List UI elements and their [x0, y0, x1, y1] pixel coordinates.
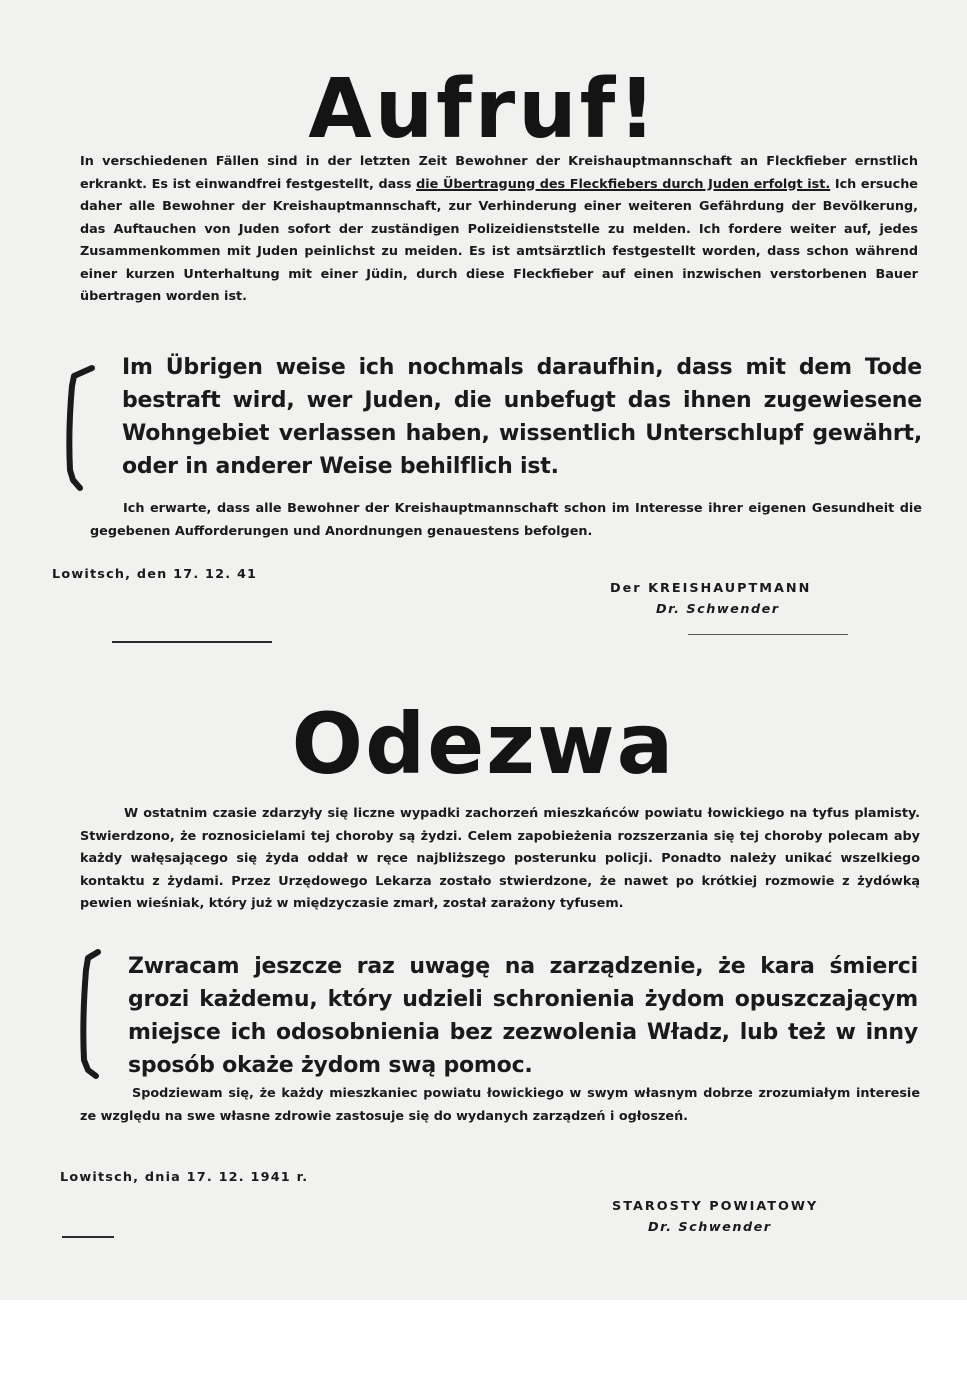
- german-underlined-statement: die Übertragung des Fleckfiebers durch Juden erfolgt ist.: [416, 176, 831, 192]
- german-place-date: Lowitsch, den 17. 12. 41: [52, 567, 258, 582]
- polish-signature: Dr. Schwender: [648, 1220, 772, 1235]
- german-paragraph-1-part-1: In verschiedenen Fällen sind in der letzten Zeit Bewohner der Kreishauptmannschaft an Fleckfieber ernstlich erkrankt. Es ist einwandfrei festgestellt, dass: [80, 154, 918, 192]
- polish-office: STAROSTY POWIATOWY: [612, 1199, 819, 1214]
- polish-paragraph-2: Zwracam jeszcze raz uwagę na zarządzenie, że kara śmierci grozi każdemu, który udzieli schronienia żydom opuszczającym miejsce ich odosobnienia bez zezwolenia Władz, lub też w inny sposób okaże żydom swą pomoc.: [128, 954, 918, 1078]
- polish-title: Odezwa: [291, 695, 676, 793]
- german-title: Aufruf!: [308, 62, 659, 157]
- german-paragraph-1-part-2: Ich ersuche daher alle Bewohner der Kreishauptmannschaft, zur Verhinderung einer weiteren Gefährdung der Bevölkerung, das Auftauchen von Juden sofort der zuständigen Polizeidienststelle zu melden. Ich fordere weiter auf, jedes Zusammenkommen mit Juden peinlichst zu meiden. Es ist amtsärztlich festgestellt worden, dass schon während einer kurzen Unterhaltung mit einer Jüdin, durch diese Fleckfieber auf einen inzwischen verstorbenen Bauer übertragen worden ist.: [80, 176, 918, 304]
- polish-bracket-path: [83, 952, 98, 1076]
- german-signature: Dr. Schwender: [656, 602, 780, 617]
- german-office: Der KREISHAUPTMANN: [610, 581, 812, 596]
- german-paragraph-3: Ich erwarte, dass alle Bewohner der Kreishauptmannschaft schon im Interesse ihrer eigenen Gesundheit die gegebenen Aufforderungen und Anordnungen genauestens befolgen.: [90, 501, 922, 539]
- polish-left-rule: [62, 1236, 114, 1238]
- german-paragraph-2: Im Übrigen weise ich nochmals daraufhin, dass mit dem Tode bestraft wird, wer Juden, die unbefugt das ihnen zugewiesene Wohngebiet verlassen haben, wissentlich Unterschlupf gewährt, oder in anderer Weise behilflich ist.: [122, 355, 922, 479]
- polish-place-date: Lowitsch, dnia 17. 12. 1941 r.: [60, 1170, 309, 1185]
- polish-paragraph-3: Spodziewam się, że każdy mieszkaniec powiatu łowickiego w swym własnym dobrze zrozumiałym interesie ze względu na swe własne zdrowie zastosuje się do wydanych zarządzeń i ogłoszeń.: [80, 1086, 920, 1124]
- polish-paragraph-1: W ostatnim czasie zdarzyły się liczne wypadki zachorzeń mieszkańców powiatu łowickiego na tyfus plamisty. Stwierdzono, że roznosicielami tej choroby są żydzi. Celem zapobieżenia rozszerzania się tej choroby polecam aby każdy wałęsającego się żyda oddał w ręce najbliższego posterunku policji. Ponadto należy unikać wszelkiego kontaktu z żydami. Przez Urzędowego Lekarza zostało stwierdzone, że nawet po krótkiej rozmowie z żydówką pewien wieśniak, który już w międzyczasie zmarł, został zarażony tyfusem.: [80, 806, 920, 911]
